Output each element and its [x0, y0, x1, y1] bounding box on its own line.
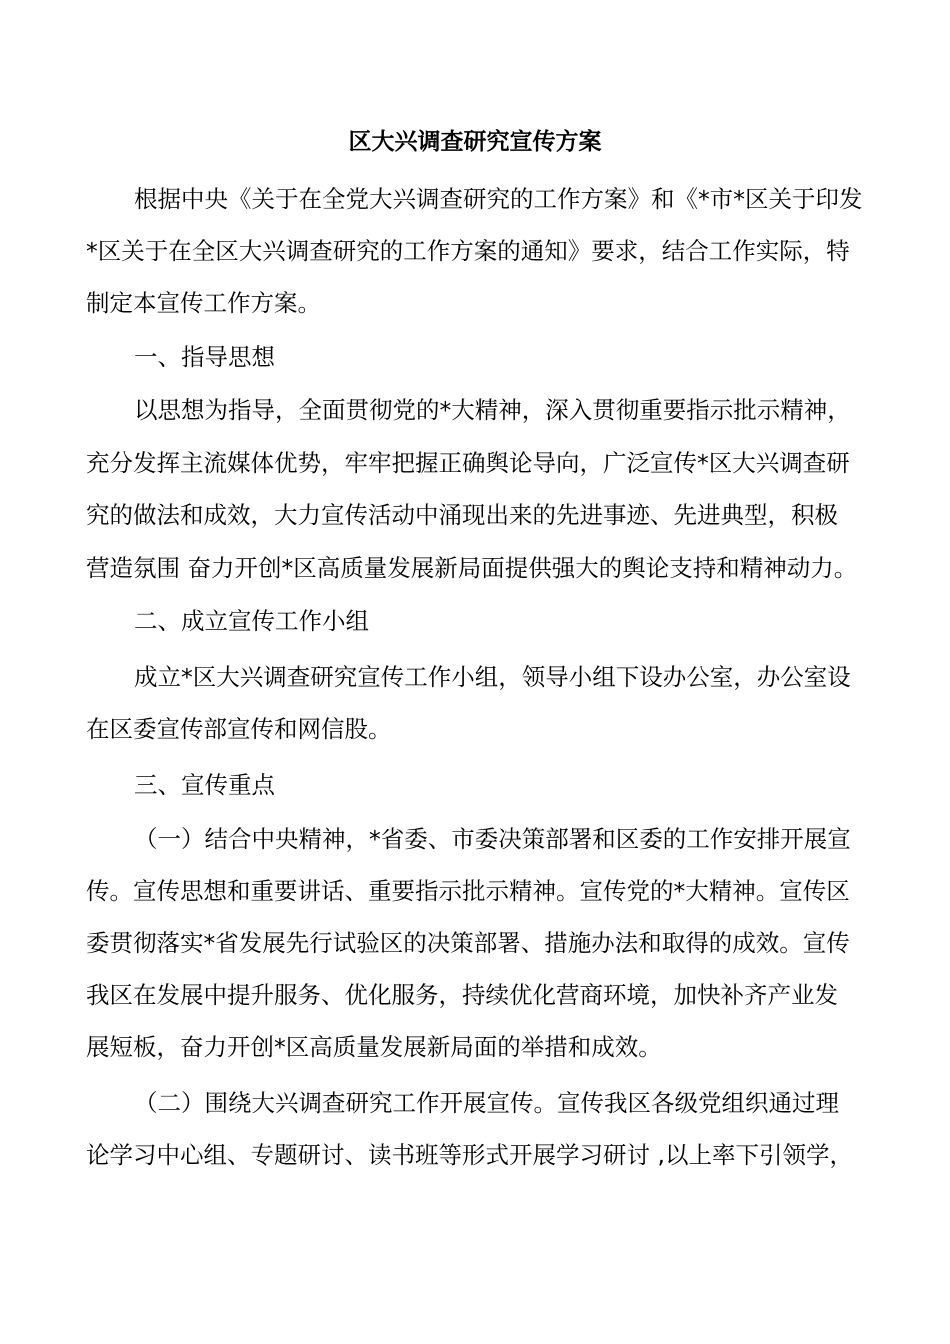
paragraph-guiding-line-1: 以思想为指导，全面贯彻党的*大精神，深入贯彻重要指示批示精神， — [134, 396, 851, 424]
paragraph-intro-line-1: 根据中央《关于在全党大兴调查研究的工作方案》和《*市*区关于印发 — [134, 185, 863, 213]
document-title: 区大兴调查研究宣传方案 — [348, 129, 602, 155]
paragraph-focus-1-line-5: 展短板，奋力开创*区高质量发展新局面的举措和成效。 — [86, 1033, 662, 1061]
paragraph-focus-2-line-1: （二）围绕大兴调查研究工作开展宣传。宣传我区各级党组织通过理 — [134, 1089, 839, 1117]
paragraph-guiding-line-2: 充分发挥主流媒体优势，牢牢把握正确舆论导向，广泛宣传*区大兴调查研 — [86, 449, 850, 477]
paragraph-group-line-2: 在区委宣传部宣传和网信股。 — [86, 715, 392, 743]
paragraph-guiding-line-3: 究的做法和成效，大力宣传活动中涌现出来的先进事迹、先进典型，积极 — [86, 501, 838, 529]
paragraph-focus-1-line-2: 传。宣传思想和重要讲话、重要指示批示精神。宣传党的*大精神。宣传区 — [86, 877, 850, 905]
paragraph-focus-1-line-1: （一）结合中央精神，*省委、市委决策部署和区委的工作安排开展宣 — [134, 825, 851, 853]
paragraph-guiding-line-4: 营造氛围 奋力开创*区高质量发展新局面提供强大的舆论支持和精神动力。 — [86, 554, 858, 582]
paragraph-group-line-1: 成立*区大兴调查研究宣传工作小组，领导小组下设办公室，办公室设 — [134, 663, 851, 691]
paragraph-intro-line-2: *区关于在全区大兴调查研究的工作方案的通知》要求，结合工作实际，特 — [86, 237, 850, 265]
paragraph-focus-1-line-4: 我区在发展中提升服务、优化服务，持续优化营商环境，加快补齐产业发 — [86, 981, 838, 1009]
paragraph-focus-2-line-2: 论学习中心组、专题研讨、读书班等形式开展学习研讨 ,以上率下引领学， — [86, 1141, 853, 1169]
paragraph-focus-1-line-3: 委贯彻落实*省发展先行试验区的决策部署、措施办法和取得的成效。宣传 — [86, 929, 850, 957]
section-heading-1: 一、指导思想 — [134, 343, 275, 371]
section-heading-2: 二、成立宣传工作小组 — [134, 607, 369, 635]
paragraph-intro-line-3: 制定本宣传工作方案。 — [86, 289, 321, 317]
section-heading-3: 三、宣传重点 — [134, 771, 275, 799]
